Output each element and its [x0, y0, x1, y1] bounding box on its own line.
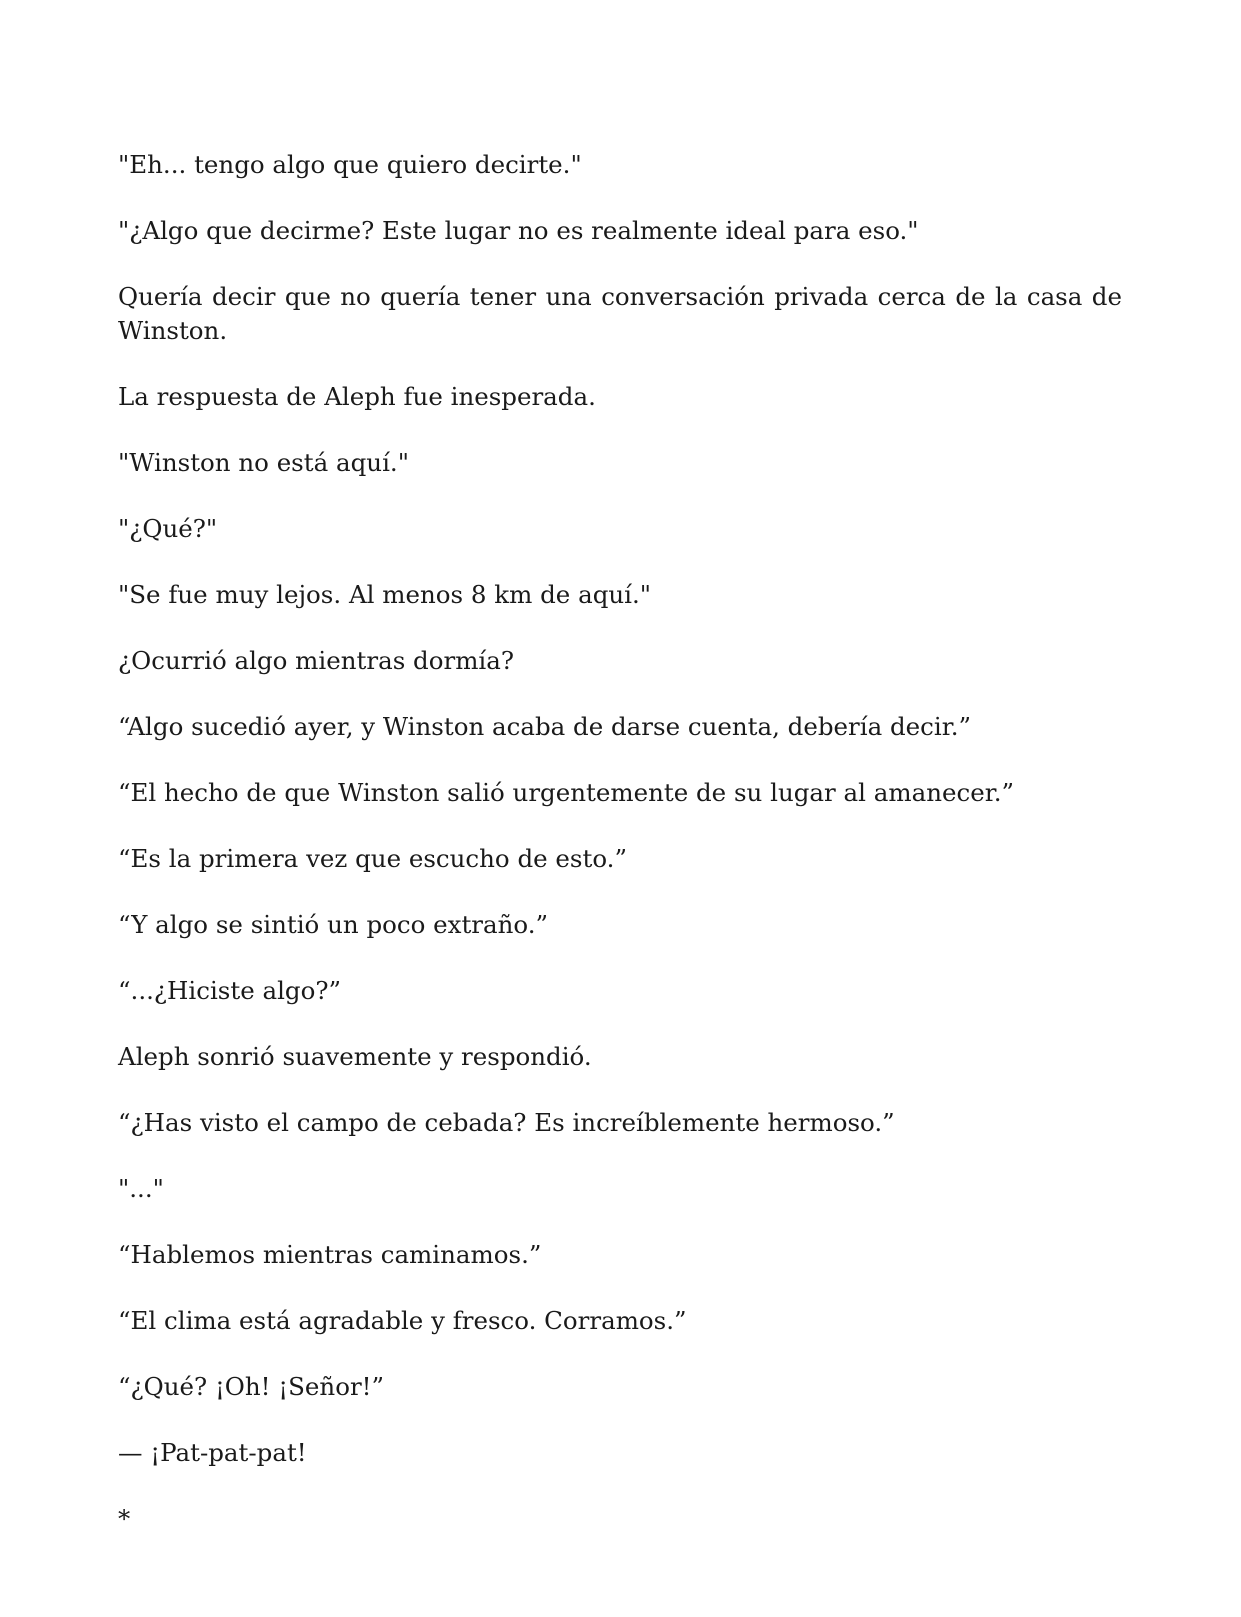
- paragraph: "¿Qué?": [118, 514, 218, 543]
- paragraph: "¿Algo que decirme? Este lugar no es realmente ideal para eso.": [118, 216, 919, 245]
- paragraph: “Algo sucedió ayer, y Winston acaba de darse cuenta, debería decir.”: [118, 712, 972, 741]
- paragraph: “El hecho de que Winston salió urgentemente de su lugar al amanecer.”: [118, 778, 1015, 807]
- paragraph: “Hablemos mientras caminamos.”: [118, 1240, 542, 1269]
- paragraph: Aleph sonrió suavemente y respondió.: [118, 1042, 592, 1071]
- scene-break: *: [118, 1504, 131, 1533]
- paragraph: La respuesta de Aleph fue inesperada.: [118, 382, 596, 411]
- document-body: [118, 148, 1122, 1568]
- paragraph: "Winston no está aquí.": [118, 448, 409, 477]
- paragraph: “Es la primera vez que escucho de esto.”: [118, 844, 627, 873]
- paragraph: "Eh... tengo algo que quiero decirte.": [118, 150, 582, 179]
- paragraph: "...": [118, 1174, 164, 1203]
- paragraph: Quería decir que no quería tener una conversación privada cerca de la casa de Winston.: [118, 282, 1122, 345]
- paragraph: “¿Qué? ¡Oh! ¡Señor!”: [118, 1372, 385, 1401]
- paragraph: “¿Has visto el campo de cebada? Es increíblemente hermoso.”: [118, 1108, 895, 1137]
- paragraph: “Y algo se sintió un poco extraño.”: [118, 910, 549, 939]
- paragraph: “...¿Hiciste algo?”: [118, 976, 342, 1005]
- paragraph: "Se fue muy lejos. Al menos 8 km de aquí.": [118, 580, 652, 609]
- paragraph: ¿Ocurrió algo mientras dormía?: [118, 646, 515, 675]
- paragraph: “El clima está agradable y fresco. Corramos.”: [118, 1306, 687, 1335]
- paragraph: — ¡Pat-pat-pat!: [118, 1438, 307, 1467]
